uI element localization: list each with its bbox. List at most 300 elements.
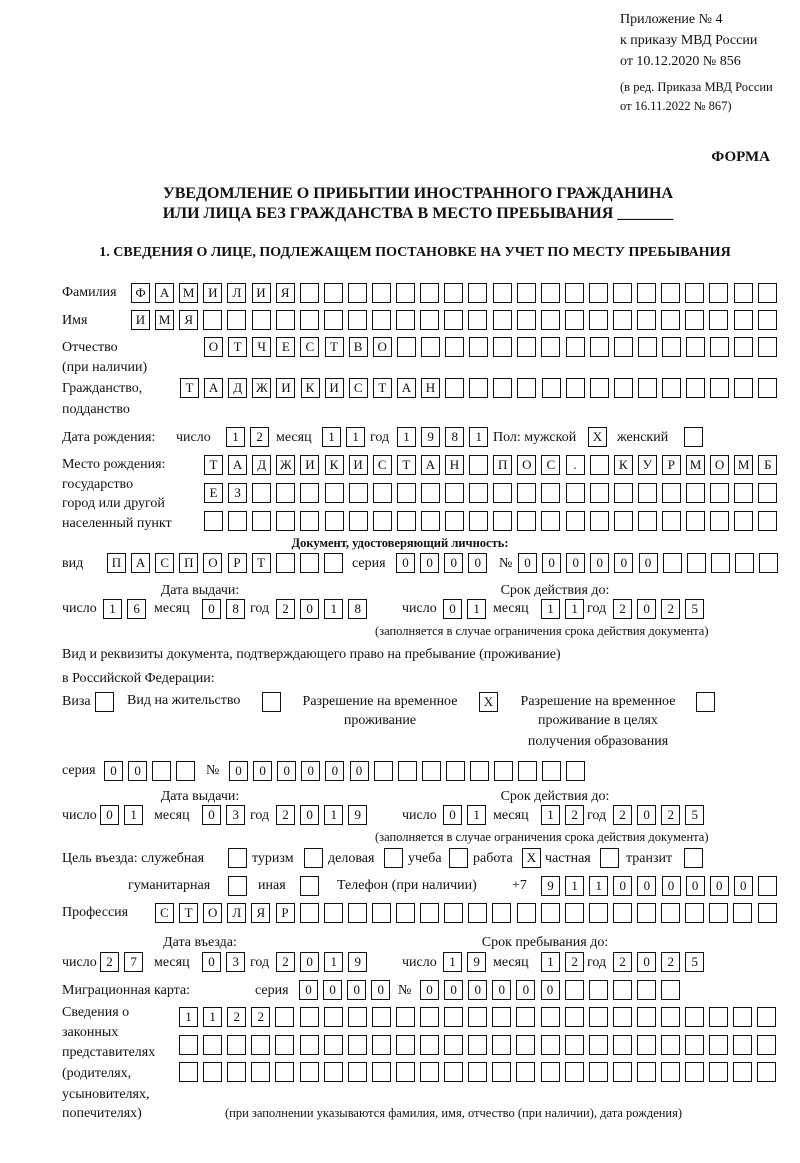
char-box[interactable] — [420, 310, 439, 330]
char-box[interactable] — [396, 903, 415, 923]
char-box[interactable] — [686, 511, 705, 531]
char-box[interactable]: 5 — [685, 952, 704, 972]
char-box[interactable] — [710, 511, 729, 531]
char-box[interactable] — [565, 1062, 584, 1082]
char-box[interactable] — [686, 337, 705, 357]
char-box[interactable] — [685, 1035, 704, 1055]
char-box[interactable]: К — [325, 455, 344, 475]
char-box[interactable] — [516, 1035, 535, 1055]
char-box[interactable] — [324, 1062, 343, 1082]
char-box[interactable]: А — [204, 378, 223, 398]
char-box[interactable] — [613, 903, 632, 923]
char-box[interactable] — [204, 511, 223, 531]
char-box[interactable] — [420, 1062, 439, 1082]
char-box[interactable] — [492, 1035, 511, 1055]
char-box[interactable] — [228, 511, 247, 531]
char-box[interactable]: С — [155, 903, 174, 923]
char-box[interactable]: У — [638, 455, 657, 475]
char-box[interactable] — [687, 553, 706, 573]
char-box[interactable] — [613, 1062, 632, 1082]
char-box[interactable] — [374, 761, 393, 781]
char-box[interactable] — [613, 1007, 632, 1027]
char-box[interactable]: Т — [397, 455, 416, 475]
char-box[interactable]: 2 — [565, 805, 584, 825]
char-box[interactable] — [420, 903, 439, 923]
char-box[interactable]: Л — [227, 903, 246, 923]
char-box[interactable]: 0 — [518, 553, 537, 573]
char-box[interactable] — [348, 903, 367, 923]
char-box[interactable]: 0 — [443, 599, 462, 619]
char-box[interactable] — [758, 337, 777, 357]
char-box[interactable]: Н — [445, 455, 464, 475]
char-box[interactable] — [566, 337, 585, 357]
char-box[interactable] — [709, 903, 728, 923]
char-box[interactable]: И — [203, 283, 222, 303]
char-box[interactable]: Т — [228, 337, 247, 357]
char-box[interactable] — [734, 283, 753, 303]
char-box[interactable] — [492, 903, 511, 923]
char-box[interactable]: 2 — [100, 952, 119, 972]
char-box[interactable] — [614, 511, 633, 531]
char-box[interactable]: 0 — [229, 761, 248, 781]
char-box[interactable]: С — [373, 455, 392, 475]
char-box[interactable]: 1 — [324, 952, 343, 972]
char-box[interactable] — [396, 1035, 415, 1055]
char-box[interactable] — [600, 848, 619, 868]
char-box[interactable]: 9 — [421, 427, 440, 447]
char-box[interactable]: 5 — [685, 805, 704, 825]
char-box[interactable] — [396, 310, 415, 330]
char-box[interactable] — [710, 483, 729, 503]
char-box[interactable] — [300, 903, 319, 923]
char-box[interactable]: 1 — [467, 599, 486, 619]
char-box[interactable] — [492, 1007, 511, 1027]
char-box[interactable] — [228, 876, 247, 896]
char-box[interactable]: 0 — [202, 952, 221, 972]
char-box[interactable]: 1 — [322, 427, 341, 447]
char-box[interactable]: 6 — [127, 599, 146, 619]
char-box[interactable] — [638, 483, 657, 503]
char-box[interactable] — [276, 310, 295, 330]
char-box[interactable] — [275, 1035, 294, 1055]
char-box[interactable] — [734, 310, 753, 330]
char-box[interactable] — [469, 455, 488, 475]
char-box[interactable] — [372, 1062, 391, 1082]
char-box[interactable]: Я — [251, 903, 270, 923]
char-box[interactable] — [95, 692, 114, 712]
char-box[interactable] — [304, 848, 323, 868]
char-box[interactable] — [638, 337, 657, 357]
char-box[interactable] — [709, 1035, 728, 1055]
char-box[interactable] — [348, 310, 367, 330]
char-box[interactable]: Д — [228, 378, 247, 398]
char-box[interactable]: М — [179, 283, 198, 303]
char-box[interactable] — [300, 310, 319, 330]
char-box[interactable] — [589, 980, 608, 1000]
char-box[interactable] — [300, 511, 319, 531]
char-box[interactable] — [300, 1007, 319, 1027]
char-box[interactable] — [397, 511, 416, 531]
char-box[interactable]: 0 — [468, 553, 487, 573]
char-box[interactable] — [445, 483, 464, 503]
char-box[interactable]: П — [107, 553, 126, 573]
char-box[interactable]: 1 — [541, 805, 560, 825]
char-box[interactable] — [759, 553, 778, 573]
char-box[interactable] — [518, 761, 537, 781]
char-box[interactable] — [179, 1062, 198, 1082]
char-box[interactable] — [517, 511, 536, 531]
char-box[interactable] — [445, 378, 464, 398]
char-box[interactable]: 0 — [662, 876, 681, 896]
char-box[interactable] — [566, 378, 585, 398]
char-box[interactable] — [468, 1062, 487, 1082]
char-box[interactable]: X — [479, 692, 498, 712]
char-box[interactable]: О — [203, 553, 222, 573]
char-box[interactable] — [696, 692, 715, 712]
char-box[interactable] — [324, 1007, 343, 1027]
char-box[interactable]: О — [517, 455, 536, 475]
char-box[interactable] — [325, 483, 344, 503]
char-box[interactable]: 5 — [685, 599, 704, 619]
char-box[interactable]: 0 — [128, 761, 147, 781]
char-box[interactable] — [566, 761, 585, 781]
char-box[interactable] — [227, 1035, 246, 1055]
char-box[interactable] — [324, 903, 343, 923]
char-box[interactable]: 0 — [325, 761, 344, 781]
char-box[interactable] — [541, 1007, 560, 1027]
char-box[interactable] — [685, 1007, 704, 1027]
char-box[interactable]: Ж — [276, 455, 295, 475]
char-box[interactable]: 1 — [203, 1007, 222, 1027]
char-box[interactable]: 0 — [420, 553, 439, 573]
char-box[interactable] — [517, 903, 536, 923]
char-box[interactable]: 0 — [300, 805, 319, 825]
char-box[interactable]: М — [734, 455, 753, 475]
char-box[interactable] — [541, 337, 560, 357]
char-box[interactable]: 0 — [637, 952, 656, 972]
char-box[interactable] — [565, 1007, 584, 1027]
char-box[interactable] — [203, 1062, 222, 1082]
char-box[interactable] — [372, 1035, 391, 1055]
char-box[interactable]: 0 — [613, 876, 632, 896]
char-box[interactable]: Я — [179, 310, 198, 330]
char-box[interactable] — [517, 310, 536, 330]
char-box[interactable] — [661, 980, 680, 1000]
char-box[interactable] — [324, 283, 343, 303]
char-box[interactable] — [733, 1007, 752, 1027]
char-box[interactable]: 0 — [734, 876, 753, 896]
char-box[interactable] — [300, 553, 319, 573]
char-box[interactable]: 0 — [541, 980, 560, 1000]
char-box[interactable]: Т — [204, 455, 223, 475]
char-box[interactable] — [637, 310, 656, 330]
char-box[interactable] — [396, 1062, 415, 1082]
char-box[interactable] — [469, 337, 488, 357]
char-box[interactable] — [565, 903, 584, 923]
char-box[interactable]: 0 — [300, 952, 319, 972]
char-box[interactable]: 2 — [276, 599, 295, 619]
char-box[interactable]: X — [588, 427, 607, 447]
char-box[interactable]: Т — [252, 553, 271, 573]
char-box[interactable] — [421, 511, 440, 531]
char-box[interactable]: 1 — [467, 805, 486, 825]
char-box[interactable] — [493, 310, 512, 330]
char-box[interactable]: И — [349, 455, 368, 475]
char-box[interactable] — [613, 980, 632, 1000]
char-box[interactable] — [733, 1062, 752, 1082]
char-box[interactable]: 0 — [396, 553, 415, 573]
char-box[interactable]: 0 — [104, 761, 123, 781]
char-box[interactable] — [684, 427, 703, 447]
char-box[interactable] — [275, 1007, 294, 1027]
char-box[interactable] — [398, 761, 417, 781]
char-box[interactable] — [348, 1007, 367, 1027]
char-box[interactable] — [468, 283, 487, 303]
char-box[interactable] — [468, 1007, 487, 1027]
char-box[interactable] — [251, 1035, 270, 1055]
char-box[interactable] — [661, 1007, 680, 1027]
char-box[interactable]: 8 — [348, 599, 367, 619]
char-box[interactable] — [251, 1062, 270, 1082]
char-box[interactable] — [420, 1007, 439, 1027]
char-box[interactable]: . — [566, 455, 585, 475]
char-box[interactable]: 2 — [661, 952, 680, 972]
char-box[interactable] — [348, 1062, 367, 1082]
char-box[interactable] — [757, 1035, 776, 1055]
char-box[interactable]: О — [710, 455, 729, 475]
char-box[interactable]: 0 — [686, 876, 705, 896]
char-box[interactable] — [396, 283, 415, 303]
char-box[interactable] — [590, 511, 609, 531]
char-box[interactable]: Е — [204, 483, 223, 503]
char-box[interactable]: 1 — [565, 876, 584, 896]
char-box[interactable] — [589, 1007, 608, 1027]
char-box[interactable]: С — [349, 378, 368, 398]
char-box[interactable] — [541, 903, 560, 923]
char-box[interactable] — [613, 310, 632, 330]
char-box[interactable] — [469, 483, 488, 503]
char-box[interactable] — [444, 1007, 463, 1027]
char-box[interactable]: 2 — [276, 952, 295, 972]
char-box[interactable] — [614, 378, 633, 398]
char-box[interactable] — [468, 310, 487, 330]
char-box[interactable] — [662, 378, 681, 398]
char-box[interactable] — [348, 283, 367, 303]
char-box[interactable]: Д — [252, 455, 271, 475]
char-box[interactable]: 9 — [348, 952, 367, 972]
char-box[interactable] — [757, 1062, 776, 1082]
char-box[interactable] — [758, 283, 777, 303]
char-box[interactable] — [262, 692, 281, 712]
char-box[interactable]: 2 — [251, 1007, 270, 1027]
char-box[interactable] — [661, 283, 680, 303]
char-box[interactable]: С — [155, 553, 174, 573]
char-box[interactable]: Т — [180, 378, 199, 398]
char-box[interactable]: 1 — [541, 599, 560, 619]
char-box[interactable]: И — [325, 378, 344, 398]
char-box[interactable]: 0 — [614, 553, 633, 573]
char-box[interactable] — [541, 511, 560, 531]
char-box[interactable]: 2 — [613, 952, 632, 972]
char-box[interactable]: 1 — [324, 599, 343, 619]
char-box[interactable] — [517, 283, 536, 303]
char-box[interactable] — [275, 1062, 294, 1082]
char-box[interactable]: 1 — [469, 427, 488, 447]
char-box[interactable]: 0 — [202, 599, 221, 619]
char-box[interactable] — [637, 283, 656, 303]
char-box[interactable] — [517, 337, 536, 357]
char-box[interactable] — [758, 876, 777, 896]
char-box[interactable] — [589, 903, 608, 923]
char-box[interactable]: 0 — [299, 980, 318, 1000]
char-box[interactable] — [541, 483, 560, 503]
char-box[interactable]: Т — [373, 378, 392, 398]
char-box[interactable] — [663, 553, 682, 573]
char-box[interactable] — [541, 310, 560, 330]
char-box[interactable]: 0 — [468, 980, 487, 1000]
char-box[interactable] — [710, 337, 729, 357]
char-box[interactable] — [324, 553, 343, 573]
char-box[interactable] — [541, 1062, 560, 1082]
char-box[interactable]: К — [301, 378, 320, 398]
char-box[interactable]: 0 — [444, 980, 463, 1000]
char-box[interactable] — [203, 1035, 222, 1055]
char-box[interactable] — [686, 483, 705, 503]
char-box[interactable] — [661, 903, 680, 923]
char-box[interactable]: П — [179, 553, 198, 573]
char-box[interactable] — [662, 483, 681, 503]
char-box[interactable]: Я — [276, 283, 295, 303]
char-box[interactable] — [734, 337, 753, 357]
char-box[interactable] — [565, 310, 584, 330]
char-box[interactable] — [444, 903, 463, 923]
char-box[interactable] — [758, 903, 777, 923]
char-box[interactable] — [468, 903, 487, 923]
char-box[interactable] — [325, 511, 344, 531]
char-box[interactable] — [516, 1062, 535, 1082]
char-box[interactable] — [493, 337, 512, 357]
char-box[interactable] — [348, 1035, 367, 1055]
char-box[interactable]: А — [155, 283, 174, 303]
char-box[interactable]: М — [155, 310, 174, 330]
char-box[interactable]: 2 — [613, 599, 632, 619]
char-box[interactable]: Ж — [252, 378, 271, 398]
char-box[interactable]: 0 — [637, 805, 656, 825]
char-box[interactable] — [684, 848, 703, 868]
char-box[interactable]: 3 — [226, 952, 245, 972]
char-box[interactable] — [300, 1035, 319, 1055]
char-box[interactable] — [444, 310, 463, 330]
char-box[interactable]: И — [131, 310, 150, 330]
char-box[interactable] — [686, 378, 705, 398]
char-box[interactable] — [397, 337, 416, 357]
char-box[interactable] — [469, 378, 488, 398]
char-box[interactable]: 2 — [661, 599, 680, 619]
char-box[interactable] — [203, 310, 222, 330]
char-box[interactable] — [468, 1035, 487, 1055]
char-box[interactable] — [300, 1062, 319, 1082]
char-box[interactable]: 9 — [348, 805, 367, 825]
char-box[interactable]: 9 — [541, 876, 560, 896]
char-box[interactable]: 2 — [661, 805, 680, 825]
char-box[interactable]: 0 — [277, 761, 296, 781]
char-box[interactable] — [469, 511, 488, 531]
char-box[interactable] — [493, 378, 512, 398]
char-box[interactable]: 2 — [565, 952, 584, 972]
char-box[interactable] — [541, 1035, 560, 1055]
char-box[interactable] — [565, 283, 584, 303]
char-box[interactable] — [590, 378, 609, 398]
char-box[interactable] — [176, 761, 195, 781]
char-box[interactable] — [493, 511, 512, 531]
char-box[interactable] — [542, 378, 561, 398]
char-box[interactable] — [733, 1035, 752, 1055]
char-box[interactable] — [493, 283, 512, 303]
char-box[interactable] — [227, 1062, 246, 1082]
char-box[interactable] — [421, 337, 440, 357]
char-box[interactable]: Т — [179, 903, 198, 923]
char-box[interactable] — [758, 511, 777, 531]
char-box[interactable]: Е — [276, 337, 295, 357]
char-box[interactable]: 0 — [590, 553, 609, 573]
char-box[interactable]: Р — [228, 553, 247, 573]
char-box[interactable]: 9 — [467, 952, 486, 972]
char-box[interactable]: Т — [325, 337, 344, 357]
char-box[interactable] — [637, 1035, 656, 1055]
char-box[interactable] — [179, 1035, 198, 1055]
char-box[interactable] — [709, 283, 728, 303]
char-box[interactable]: А — [397, 378, 416, 398]
char-box[interactable]: А — [131, 553, 150, 573]
char-box[interactable] — [709, 310, 728, 330]
char-box[interactable] — [372, 310, 391, 330]
char-box[interactable] — [517, 378, 536, 398]
char-box[interactable]: 1 — [103, 599, 122, 619]
char-box[interactable] — [711, 553, 730, 573]
char-box[interactable]: Р — [662, 455, 681, 475]
char-box[interactable]: 1 — [124, 805, 143, 825]
char-box[interactable] — [227, 310, 246, 330]
char-box[interactable] — [734, 511, 753, 531]
char-box[interactable] — [637, 1062, 656, 1082]
char-box[interactable] — [637, 903, 656, 923]
char-box[interactable]: 0 — [637, 599, 656, 619]
char-box[interactable]: X — [522, 848, 541, 868]
char-box[interactable] — [444, 1062, 463, 1082]
char-box[interactable] — [589, 1035, 608, 1055]
char-box[interactable] — [349, 511, 368, 531]
char-box[interactable] — [420, 283, 439, 303]
char-box[interactable]: 8 — [445, 427, 464, 447]
char-box[interactable] — [420, 1035, 439, 1055]
char-box[interactable] — [300, 483, 319, 503]
char-box[interactable]: О — [204, 337, 223, 357]
char-box[interactable] — [637, 980, 656, 1000]
char-box[interactable] — [324, 310, 343, 330]
char-box[interactable] — [589, 1062, 608, 1082]
char-box[interactable]: 0 — [542, 553, 561, 573]
char-box[interactable] — [757, 1007, 776, 1027]
char-box[interactable] — [300, 283, 319, 303]
char-box[interactable]: О — [373, 337, 392, 357]
char-box[interactable] — [590, 483, 609, 503]
char-box[interactable]: 0 — [371, 980, 390, 1000]
char-box[interactable] — [516, 1007, 535, 1027]
char-box[interactable] — [373, 511, 392, 531]
char-box[interactable] — [614, 337, 633, 357]
char-box[interactable] — [734, 378, 753, 398]
char-box[interactable] — [589, 310, 608, 330]
